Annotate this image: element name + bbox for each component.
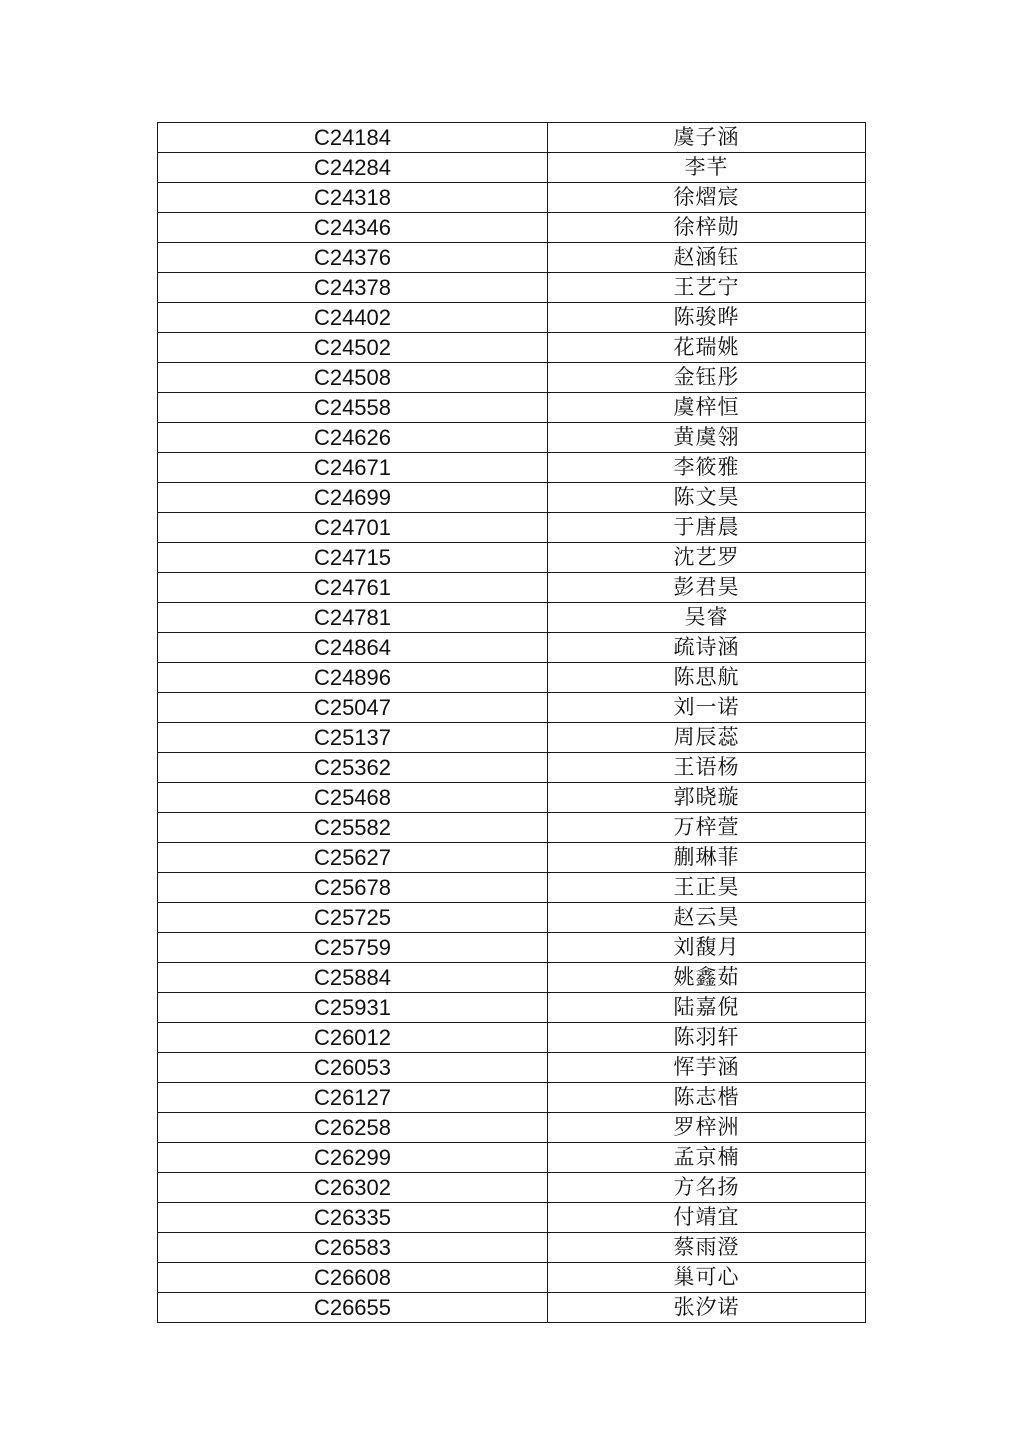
student-id-cell: C24896	[158, 663, 548, 693]
student-id-cell: C25362	[158, 753, 548, 783]
student-id-cell: C24864	[158, 633, 548, 663]
table-row	[158, 183, 866, 213]
student-id-cell: C24701	[158, 513, 548, 543]
student-id-cell: C26012	[158, 1023, 548, 1053]
student-name-cell: 王语杨	[548, 753, 866, 783]
table-row	[158, 963, 866, 993]
student-name-cell: 彭君昊	[548, 573, 866, 603]
student-name-cell: 花瑞姚	[548, 333, 866, 363]
student-name-cell: 蔡雨澄	[548, 1233, 866, 1263]
roster-table	[157, 122, 866, 1323]
student-id-cell: C24284	[158, 153, 548, 183]
student-name-cell: 郭晓璇	[548, 783, 866, 813]
table-row	[158, 513, 866, 543]
student-id-cell: C24378	[158, 273, 548, 303]
table-row	[158, 213, 866, 243]
table-row	[158, 303, 866, 333]
student-name-cell: 虞子涵	[548, 123, 866, 153]
student-name-cell: 孟京楠	[548, 1143, 866, 1173]
student-name-cell: 万梓萱	[548, 813, 866, 843]
table-row	[158, 543, 866, 573]
table-row	[158, 993, 866, 1023]
student-name-cell: 金钰彤	[548, 363, 866, 393]
table-row	[158, 1053, 866, 1083]
student-name-cell: 姚鑫茹	[548, 963, 866, 993]
student-id-cell: C26302	[158, 1173, 548, 1203]
student-id-cell: C24671	[158, 453, 548, 483]
student-name-cell: 李筱雅	[548, 453, 866, 483]
student-id-cell: C25759	[158, 933, 548, 963]
student-name-cell: 恽芋涵	[548, 1053, 866, 1083]
student-name-cell: 周辰蕊	[548, 723, 866, 753]
student-id-cell: C24318	[158, 183, 548, 213]
student-id-cell: C26608	[158, 1263, 548, 1293]
roster-table-body	[158, 123, 866, 1323]
student-id-cell: C26258	[158, 1113, 548, 1143]
student-id-cell: C24558	[158, 393, 548, 423]
student-id-cell: C24402	[158, 303, 548, 333]
student-name-cell: 蒯琳菲	[548, 843, 866, 873]
table-row	[158, 1293, 866, 1323]
table-row	[158, 363, 866, 393]
table-row	[158, 663, 866, 693]
student-name-cell: 赵涵钰	[548, 243, 866, 273]
student-id-cell: C26335	[158, 1203, 548, 1233]
student-name-cell: 刘一诺	[548, 693, 866, 723]
student-name-cell: 黄虞翎	[548, 423, 866, 453]
table-row	[158, 903, 866, 933]
student-id-cell: C25931	[158, 993, 548, 1023]
table-row	[158, 333, 866, 363]
table-row	[158, 153, 866, 183]
table-row	[158, 1173, 866, 1203]
student-name-cell: 张汐诺	[548, 1293, 866, 1323]
student-name-cell: 陈思航	[548, 663, 866, 693]
student-id-cell: C25468	[158, 783, 548, 813]
student-id-cell: C24761	[158, 573, 548, 603]
student-id-cell: C25137	[158, 723, 548, 753]
table-row	[158, 393, 866, 423]
student-name-cell: 疏诗涵	[548, 633, 866, 663]
student-id-cell: C25582	[158, 813, 548, 843]
student-id-cell: C25678	[158, 873, 548, 903]
table-row	[158, 1023, 866, 1053]
table-row	[158, 423, 866, 453]
student-name-cell: 吴睿	[548, 603, 866, 633]
student-name-cell: 沈艺罗	[548, 543, 866, 573]
table-row	[158, 1083, 866, 1113]
student-name-cell: 徐熠宸	[548, 183, 866, 213]
table-row	[158, 873, 866, 903]
table-row	[158, 933, 866, 963]
table-row	[158, 1113, 866, 1143]
student-id-cell: C26299	[158, 1143, 548, 1173]
student-name-cell: 陈羽轩	[548, 1023, 866, 1053]
student-id-cell: C24508	[158, 363, 548, 393]
table-row	[158, 753, 866, 783]
student-name-cell: 巢可心	[548, 1263, 866, 1293]
table-row	[158, 693, 866, 723]
student-name-cell: 刘馥月	[548, 933, 866, 963]
student-name-cell: 王正昊	[548, 873, 866, 903]
student-id-cell: C24376	[158, 243, 548, 273]
table-row	[158, 843, 866, 873]
table-row	[158, 1233, 866, 1263]
student-name-cell: 付靖宜	[548, 1203, 866, 1233]
student-name-cell: 陆嘉倪	[548, 993, 866, 1023]
student-id-cell: C26053	[158, 1053, 548, 1083]
table-row	[158, 273, 866, 303]
student-id-cell: C24346	[158, 213, 548, 243]
student-id-cell: C25627	[158, 843, 548, 873]
student-name-cell: 罗梓洲	[548, 1113, 866, 1143]
table-row	[158, 453, 866, 483]
student-id-cell: C26655	[158, 1293, 548, 1323]
table-row	[158, 243, 866, 273]
table-row	[158, 723, 866, 753]
student-name-cell: 李芊	[548, 153, 866, 183]
student-name-cell: 赵云昊	[548, 903, 866, 933]
table-row	[158, 813, 866, 843]
student-name-cell: 王艺宁	[548, 273, 866, 303]
table-row	[158, 1203, 866, 1233]
student-id-cell: C24781	[158, 603, 548, 633]
student-id-cell: C25884	[158, 963, 548, 993]
student-name-cell: 陈骏晔	[548, 303, 866, 333]
student-id-cell: C24502	[158, 333, 548, 363]
student-name-cell: 陈志楷	[548, 1083, 866, 1113]
student-name-cell: 虞梓恒	[548, 393, 866, 423]
student-name-cell: 徐梓勋	[548, 213, 866, 243]
student-id-cell: C24184	[158, 123, 548, 153]
student-name-cell: 方名扬	[548, 1173, 866, 1203]
student-id-cell: C24715	[158, 543, 548, 573]
student-id-cell: C25725	[158, 903, 548, 933]
table-row	[158, 783, 866, 813]
student-name-cell: 陈文昊	[548, 483, 866, 513]
table-row	[158, 1143, 866, 1173]
student-id-cell: C25047	[158, 693, 548, 723]
student-id-cell: C26583	[158, 1233, 548, 1263]
table-row	[158, 123, 866, 153]
student-name-cell: 于唐晨	[548, 513, 866, 543]
student-id-cell: C24626	[158, 423, 548, 453]
student-id-cell: C24699	[158, 483, 548, 513]
table-row	[158, 603, 866, 633]
table-row	[158, 633, 866, 663]
table-row	[158, 483, 866, 513]
table-row	[158, 1263, 866, 1293]
student-id-cell: C26127	[158, 1083, 548, 1113]
table-row	[158, 573, 866, 603]
